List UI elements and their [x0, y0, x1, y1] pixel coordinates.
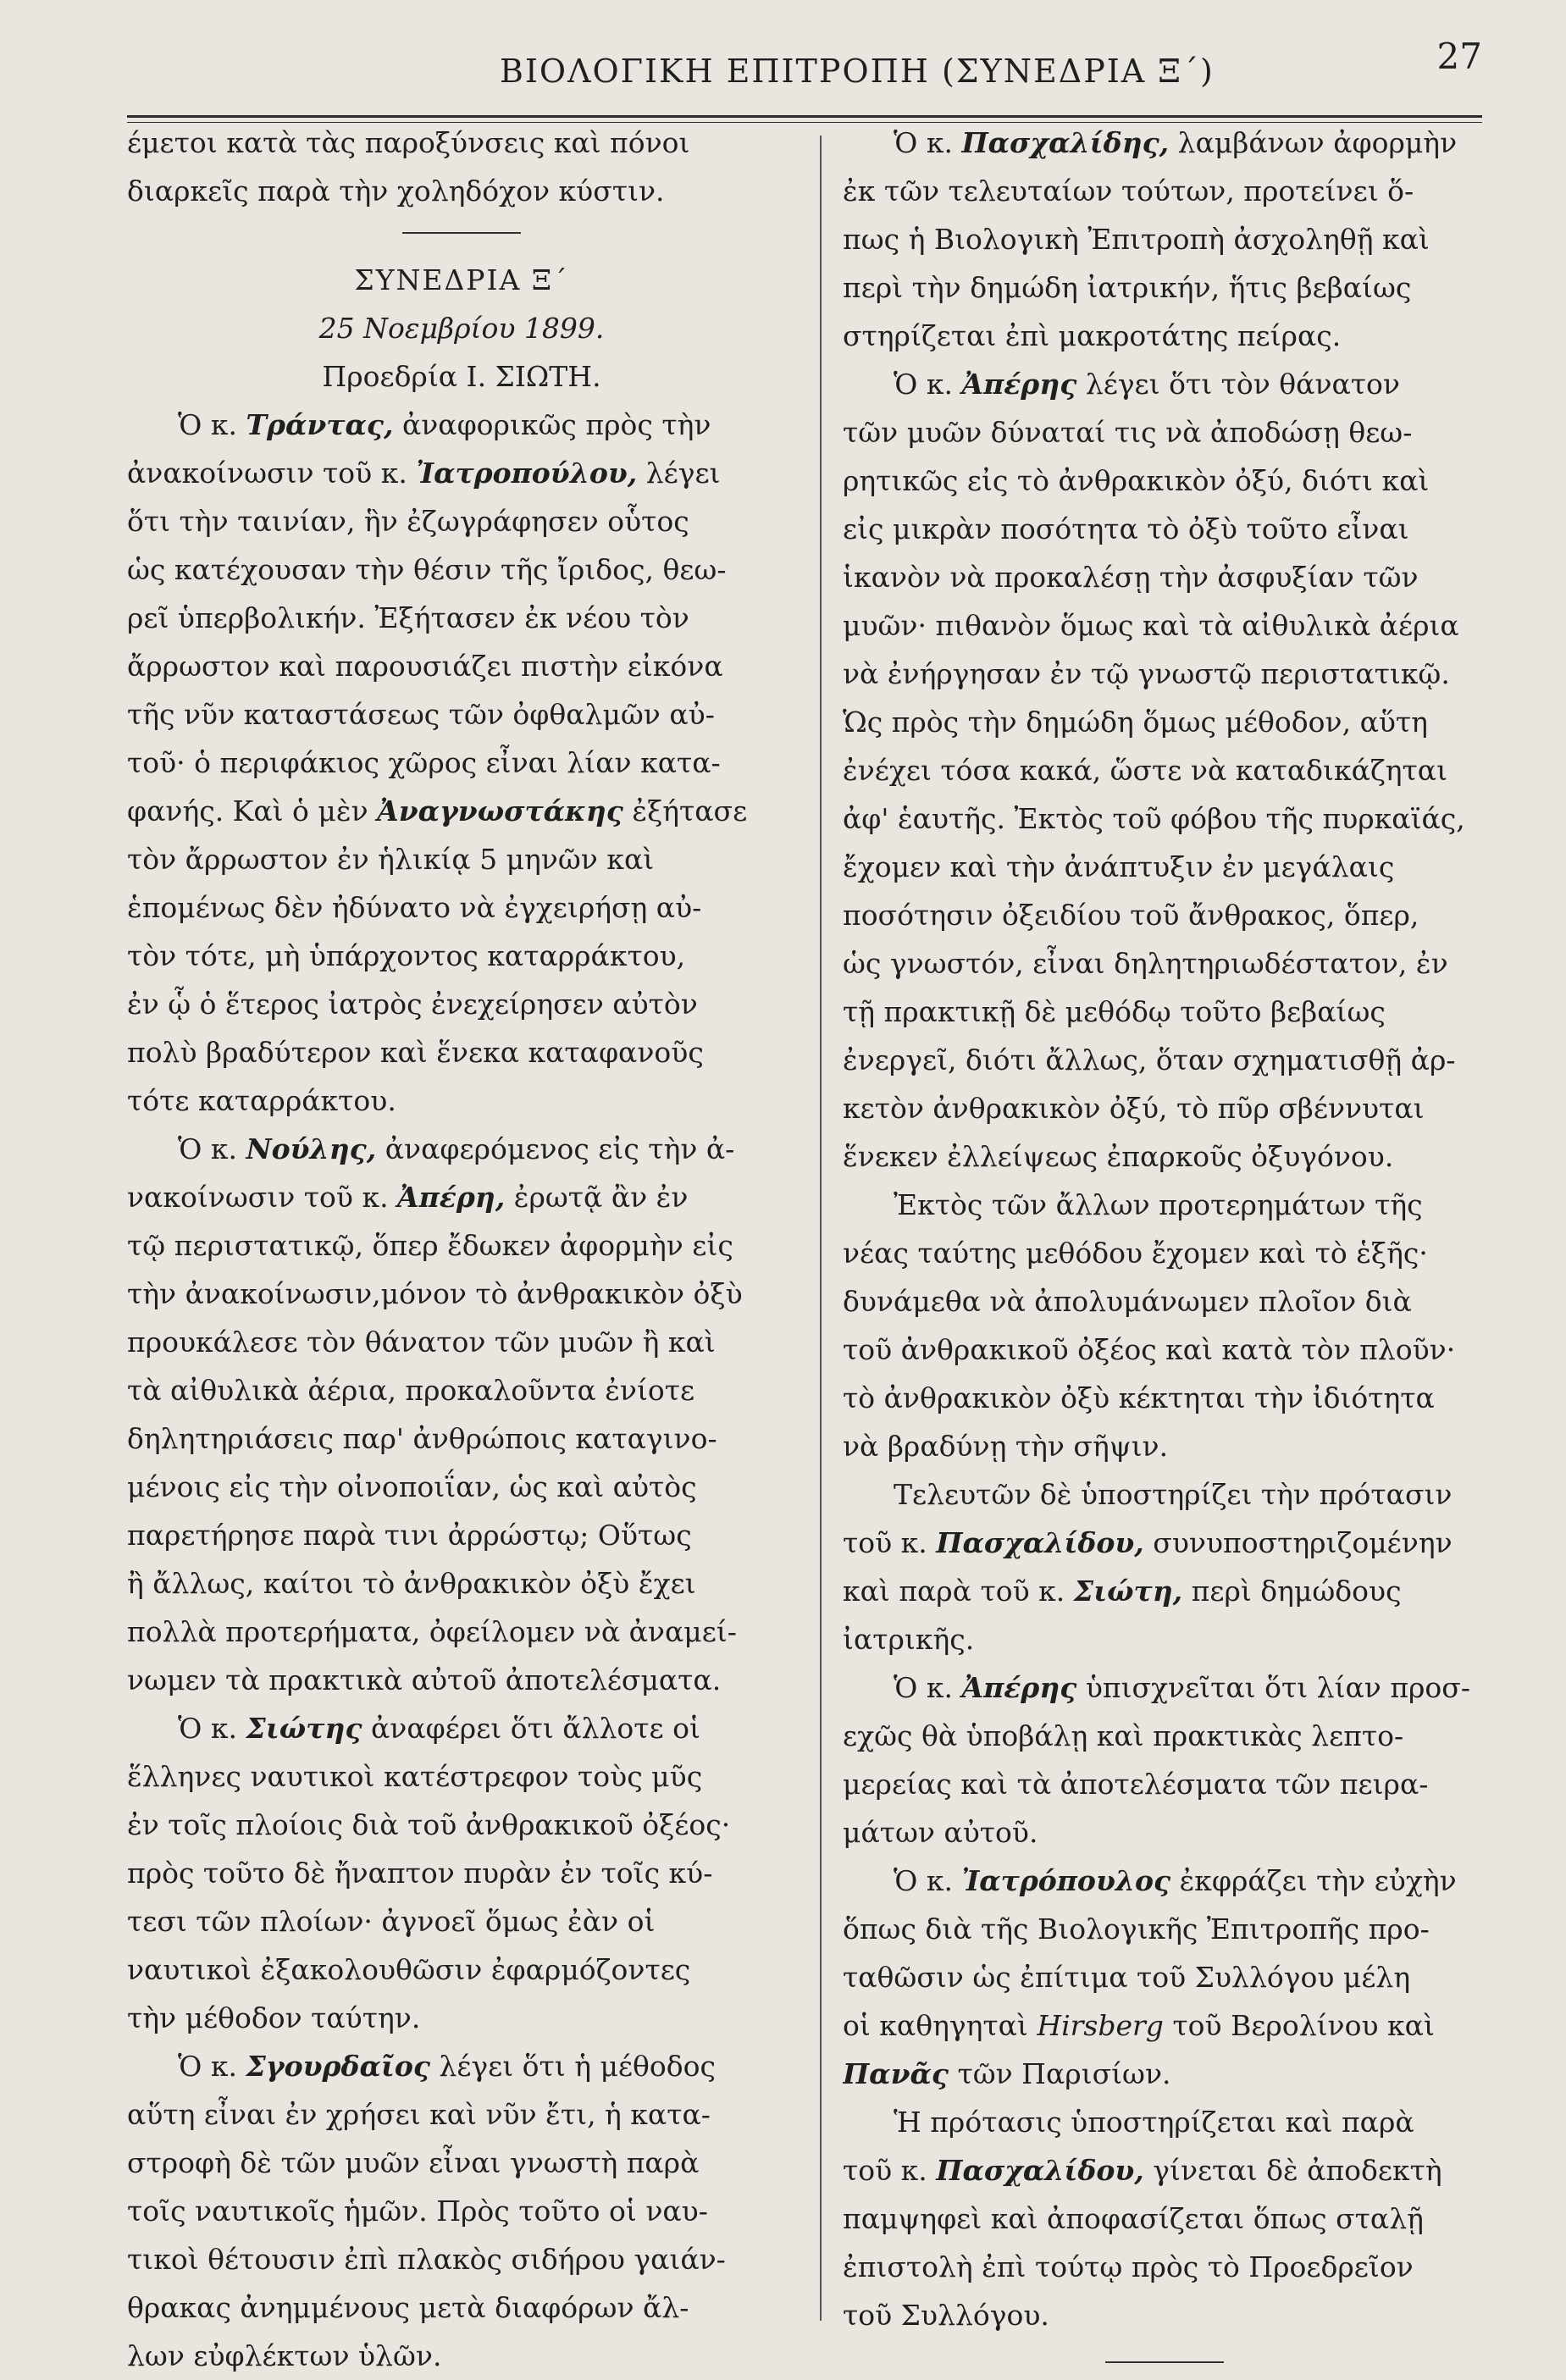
text-line: τοῦ κ. Πασχαλίδου, συνυποστηριζομένην [843, 1526, 1453, 1559]
text-line: τοῖς ναυτικοῖς ἡμῶν. Πρὸς τοῦτο οἱ ναυ- [127, 2195, 708, 2228]
text-line: δυνάμεθα νὰ ἀπολυμάνωμεν πλοῖον διὰ [843, 1285, 1412, 1318]
speaker-name: Ἰατρόπουλος [961, 1864, 1171, 1897]
intro-text [127, 119, 796, 215]
referenced-name: Σιώτη, [1073, 1575, 1183, 1608]
session-title: ΣΥΝΕΔΡΙΑ Ξ΄ [354, 263, 569, 296]
text-line: Πανᾶς τῶν Παρισίων. [843, 2057, 1171, 2090]
text-line: ἐν ᾧ ὁ ἕτερος ἰατρὸς ἐνεχείρησεν αὐτὸν [127, 988, 698, 1021]
text-line: τὴν μέθοδον ταύτην. [127, 2001, 421, 2034]
page-number: 27 [1436, 36, 1482, 77]
text-line: ταθῶσιν ὡς ἐπίτιμα τοῦ Συλλόγου μέλη [843, 1961, 1411, 1994]
text-line: πως ἡ Βιολογικὴ Ἐπιτροπὴ ἀσχοληθῇ καὶ [843, 223, 1430, 256]
text-line: ὡς γνωστόν, εἶναι δηλητηριωδέστατον, ἐν [843, 947, 1448, 980]
text-line: Ὁ κ. Ἰατρόπουλος ἐκφράζει τὴν εὐχὴν [894, 1864, 1457, 1897]
text-line: στροφὴ δὲ τῶν μυῶν εἶναι γνωστὴ παρὰ [127, 2146, 700, 2179]
text-line: ἐνέχει τόσα κακά, ὥστε νὰ καταδικάζηται [843, 754, 1448, 787]
text-line: τῆς νῦν καταστάσεως τῶν ὀφθαλμῶν αὐ- [127, 698, 715, 731]
text-line: μερείας καὶ τὰ ἀποτελέσματα τῶν πειρα- [843, 1768, 1429, 1801]
text-line: παρετήρησε παρὰ τινι ἀρρώστῳ; Οὕτως [127, 1519, 692, 1552]
speaker-name: Ἀπέρης [961, 368, 1077, 401]
text-line: ἱκανὸν νὰ προκαλέσῃ τὴν ἀσφυξίαν τῶν [843, 561, 1419, 594]
text-line: ἕνεκεν ἐλλείψεως ἐπαρκοῦς ὀξυγόνου. [843, 1140, 1394, 1173]
text-line: Ὁ κ. Πασχαλίδης, λαμβάνων ἀφορμὴν [894, 126, 1458, 159]
paragraph-proposal-support [843, 1470, 1486, 1663]
referenced-name: Ἀπέρη, [397, 1181, 506, 1214]
text-line: τὸν τότε, μὴ ὑπάρχοντος καταρράκτου, [127, 939, 686, 972]
text-line: ἢ ἄλλως, καίτοι τὸ ἀνθρακικὸν ὀξὺ ἔχει [127, 1567, 696, 1600]
speaker-name: Νούλης, [246, 1132, 377, 1165]
text-line: ἀνακοίνωσιν τοῦ κ. Ἰατροπούλου, λέγει [127, 457, 721, 490]
text-line: τοῦ· ὁ περιφάκιος χῶρος εἶναι λίαν κατα- [127, 746, 721, 779]
text-line: εἰς μικρὰν ποσότητα τὸ ὀξὺ τοῦτο εἶναι [843, 512, 1409, 545]
text-line: Ὁ κ. Σιώτης ἀναφέρει ὅτι ἄλλοτε οἱ [178, 1712, 700, 1745]
text-line: διαρκεῖς παρὰ τὴν χοληδόχον κύστιν. [127, 174, 665, 208]
page-header [127, 34, 1482, 102]
text-line: Ὁ κ. Νούλης, ἀναφερόμενος εἰς τὴν ἀ- [178, 1132, 735, 1165]
text-line: ἐπιστολὴ ἐπὶ τούτῳ πρὸς τὸ Προεδρεῖον [843, 2250, 1414, 2283]
body-columns [127, 119, 1482, 2372]
text-line: οἱ καθηγηταὶ Hirsberg τοῦ Βερολίνου καὶ [843, 2009, 1435, 2042]
presidency: Προεδρία Ι. ΣΙΩΤΗ. [322, 360, 601, 393]
text-line: νὰ βραδύνῃ τὴν σῆψιν. [843, 1430, 1169, 1463]
text-line: Ὡς πρὸς τὴν δημώδη ὅμως μέθοδον, αὕτη [843, 706, 1428, 739]
paragraph-trantas [127, 401, 796, 1125]
column-divider [820, 136, 822, 2321]
text-line: παμψηφεὶ καὶ ἀποφασίζεται ὅπως σταλῇ [843, 2202, 1424, 2235]
text-line: Ὁ κ. Ἀπέρης ὑπισχνεῖται ὅτι λίαν προσ- [894, 1671, 1470, 1704]
text-line: τὰ αἰθυλικὰ ἀέρια, προκαλοῦντα ἐνίοτε [127, 1374, 695, 1407]
end-rule [1105, 2361, 1224, 2363]
speaker-name: Τράντας, [246, 408, 394, 441]
text-line: ἔχομεν καὶ τὴν ἀνάπτυξιν ἐν μεγάλαις [843, 850, 1395, 883]
text-line: φανής. Καὶ ὁ μὲν Ἀναγνωστάκης ἐξήτασε [127, 794, 748, 827]
text-line: τὴν ἀνακοίνωσιν,μόνον τὸ ἀνθρακικὸν ὀξὺ [127, 1277, 743, 1310]
text-line: μένοις εἰς τὴν οἰνοποιΐαν, ὡς καὶ αὐτὸς [127, 1470, 697, 1503]
text-line: ἕλληνες ναυτικοὶ κατέστρεφον τοὺς μῦς [127, 1760, 703, 1793]
text-line: αὕτη εἶναι ἐν χρήσει καὶ νῦν ἔτι, ἡ κατα- [127, 2098, 711, 2131]
text-line: τοῦ κ. Πασχαλίδου, γίνεται δὲ ἀποδεκτὴ [843, 2154, 1442, 2187]
text-line: τικοὶ θέτουσιν ἐπὶ πλακὸς σιδήρου γαιάν- [127, 2243, 726, 2276]
text-line: τοῦ Συλλόγου. [843, 2299, 1049, 2332]
text-line: ὅτι τὴν ταινίαν, ἣν ἐζωγράφησεν οὗτος [127, 505, 689, 538]
referenced-name: Ἰατροπούλου, [416, 457, 638, 490]
text-line: Ὁ κ. Ἀπέρης λέγει ὅτι τὸν θάνατον [894, 368, 1400, 401]
running-title: ΒΙΟΛΟΓΙΚΗ ΕΠΙΤΡΟΠΗ (ΣΥΝΕΔΡΙΑ Ξ΄) [500, 53, 1215, 90]
text-line: ὅπως διὰ τῆς Βιολογικῆς Ἐπιτροπῆς προ- [843, 1912, 1430, 1946]
text-line: Ὁ κ. Τράντας, ἀναφορικῶς πρὸς τὴν [178, 408, 711, 441]
paragraph-siotis [127, 1704, 796, 2042]
text-line: ποσότησιν ὀξειδίου τοῦ ἄνθρακος, ὅπερ, [843, 899, 1419, 932]
header-rule [127, 115, 1482, 118]
paragraph-aperis-promise [843, 1663, 1486, 1857]
text-line: εχῶς θὰ ὑποβάλῃ καὶ πρακτικὰς λεπτο- [843, 1719, 1404, 1752]
text-line: τῇ πρακτικῇ δὲ μεθόδῳ τοῦτο βεβαίως [843, 995, 1386, 1028]
left-column [127, 119, 796, 2380]
text-line: μυῶν· πιθανὸν ὅμως καὶ τὰ αἰθυλικὰ ἀέρια [843, 609, 1459, 642]
text-line: κετὸν ἀνθρακικὸν ὀξύ, τὸ πῦρ σβέννυται [843, 1092, 1425, 1125]
speaker-name: Σιώτης [246, 1712, 362, 1745]
paragraph-sgourdaios [127, 2042, 796, 2380]
text-line: Ὁ κ. Σγουρδαῖος λέγει ὅτι ἡ μέθοδος [178, 2050, 716, 2083]
paragraph-aperis [843, 360, 1486, 1470]
referenced-name: Πασχαλίδου, [936, 1526, 1144, 1559]
text-line: τῷ περιστατικῷ, ὅπερ ἔδωκεν ἀφορμὴν εἰς [127, 1229, 733, 1262]
speaker-name: Σγουρδαῖος [246, 2050, 430, 2083]
text-line: δηλητηριάσεις παρ' ἀνθρώποις καταγινο- [127, 1422, 717, 1455]
text-line: ρητικῶς εἰς τὸ ἀνθρακικὸν ὀξύ, διότι καὶ [843, 464, 1430, 497]
text-line: νακοίνωσιν τοῦ κ. Ἀπέρη, ἐρωτᾷ ἂν ἐν [127, 1181, 689, 1214]
text-line: νὰ ἐνήργησαν ἐν τῷ γνωστῷ περιστατικῷ. [843, 657, 1450, 690]
text-line: ναυτικοὶ ἐξακολουθῶσιν ἐφαρμόζοντες [127, 1953, 691, 1986]
text-line: Ἡ πρότασις ὑποστηρίζεται καὶ παρὰ [894, 2106, 1414, 2139]
text-line: τῶν μυῶν δύναταί τις νὰ ἀποδώσῃ θεω- [843, 416, 1413, 449]
text-line: καὶ παρὰ τοῦ κ. Σιώτη, περὶ δημώδους [843, 1575, 1402, 1608]
text-line: νέας ταύτης μεθόδου ἔχομεν καὶ τὸ ἑξῆς· [843, 1237, 1428, 1270]
text-line: ἐκ τῶν τελευταίων τούτων, προτείνει ὅ- [843, 174, 1414, 208]
text-line: ἰατρικῆς. [843, 1623, 975, 1656]
text-line: ἄρρωστον καὶ παρουσιάζει πιστὴν εἰκόνα [127, 650, 723, 683]
text-line: έμετοι κατὰ τὰς παροξύνσεις καὶ πόνοι [127, 126, 690, 159]
text-line: τοῦ ἀνθρακικοῦ ὀξέος καὶ κατὰ τὸν πλοῦν· [843, 1333, 1456, 1366]
text-line: τὸ ἀνθρακικὸν ὀξὺ κέκτηται τὴν ἰδιότητα [843, 1381, 1435, 1414]
text-line: ἐν τοῖς πλοίοις διὰ τοῦ ἀνθρακικοῦ ὀξέος· [127, 1808, 731, 1841]
right-column [843, 119, 1486, 2363]
text-line: πολλὰ προτερήματα, ὀφείλομεν νὰ ἀναμεί- [127, 1615, 737, 1648]
text-line: ἀφ' ἑαυτῆς. Ἐκτὸς τοῦ φόβου τῆς πυρκαϊάς, [843, 802, 1465, 835]
text-line: ὡς κατέχουσαν τὴν θέσιν τῆς ἴριδος, θεω- [127, 553, 727, 586]
text-line: θρακας ἀνημμένους μετὰ διαφόρων ἄλ- [127, 2291, 689, 2324]
text-line: Τελευτῶν δὲ ὑποστηρίζει τὴν πρότασιν [894, 1478, 1453, 1511]
paragraph-resolution [843, 2098, 1486, 2339]
text-line: τὸν ἄρρωστον ἐν ἡλικίᾳ 5 μηνῶν καὶ [127, 843, 655, 876]
referenced-name: Ἀναγνωστάκης [377, 794, 623, 827]
text-line: τότε καταρράκτου. [127, 1084, 396, 1117]
speaker-name: Πασχαλίδης, [961, 126, 1170, 159]
text-line: πρὸς τοῦτο δὲ ἤναπτον πυρὰν ἐν τοῖς κύ- [127, 1857, 713, 1890]
text-line: λων εὐφλέκτων ὑλῶν. [127, 2339, 442, 2372]
text-line: ἑπομένως δὲν ἠδύνατο νὰ ἐγχειρήσῃ αὐ- [127, 891, 702, 924]
text-line: περὶ τὴν δημώδη ἰατρικήν, ἥτις βεβαίως [843, 271, 1412, 304]
speaker-name: Ἀπέρης [961, 1671, 1077, 1704]
paragraph-paschalidis [843, 119, 1486, 360]
section-rule [402, 232, 521, 234]
text-line: μάτων αὐτοῦ. [843, 1816, 1038, 1849]
text-line: πολὺ βραδύτερον καὶ ἕνεκα καταφανοῦς [127, 1036, 704, 1069]
text-line: Ἐκτὸς τῶν ἄλλων προτερημάτων τῆς [894, 1188, 1423, 1221]
text-line: ρεῖ ὑπερβολικήν. Ἐξήτασεν ἐκ νέου τὸν [127, 601, 689, 634]
paragraph-iatropoulos [843, 1857, 1486, 2098]
text-line: ἐνεργεῖ, διότι ἄλλως, ὅταν σχηματισθῇ ἀρ- [843, 1043, 1456, 1077]
text-line: τεσι τῶν πλοίων· ἀγνοεῖ ὅμως ἐὰν οἱ [127, 1905, 656, 1938]
referenced-name: Hirsberg [1037, 2009, 1164, 2042]
referenced-name: Πανᾶς [843, 2057, 949, 2090]
paragraph-noulis [127, 1125, 796, 1704]
text-line: στηρίζεται ἐπὶ μακροτάτης πείρας. [843, 319, 1342, 352]
session-date: 25 Νοεμβρίου 1899. [318, 312, 605, 345]
text-line: προυκάλεσε τὸν θάνατον τῶν μυῶν ἢ καὶ [127, 1326, 716, 1359]
referenced-name: Πασχαλίδου, [936, 2154, 1144, 2187]
text-line: νωμεν τὰ πρακτικὰ αὐτοῦ ἀποτελέσματα. [127, 1663, 722, 1696]
